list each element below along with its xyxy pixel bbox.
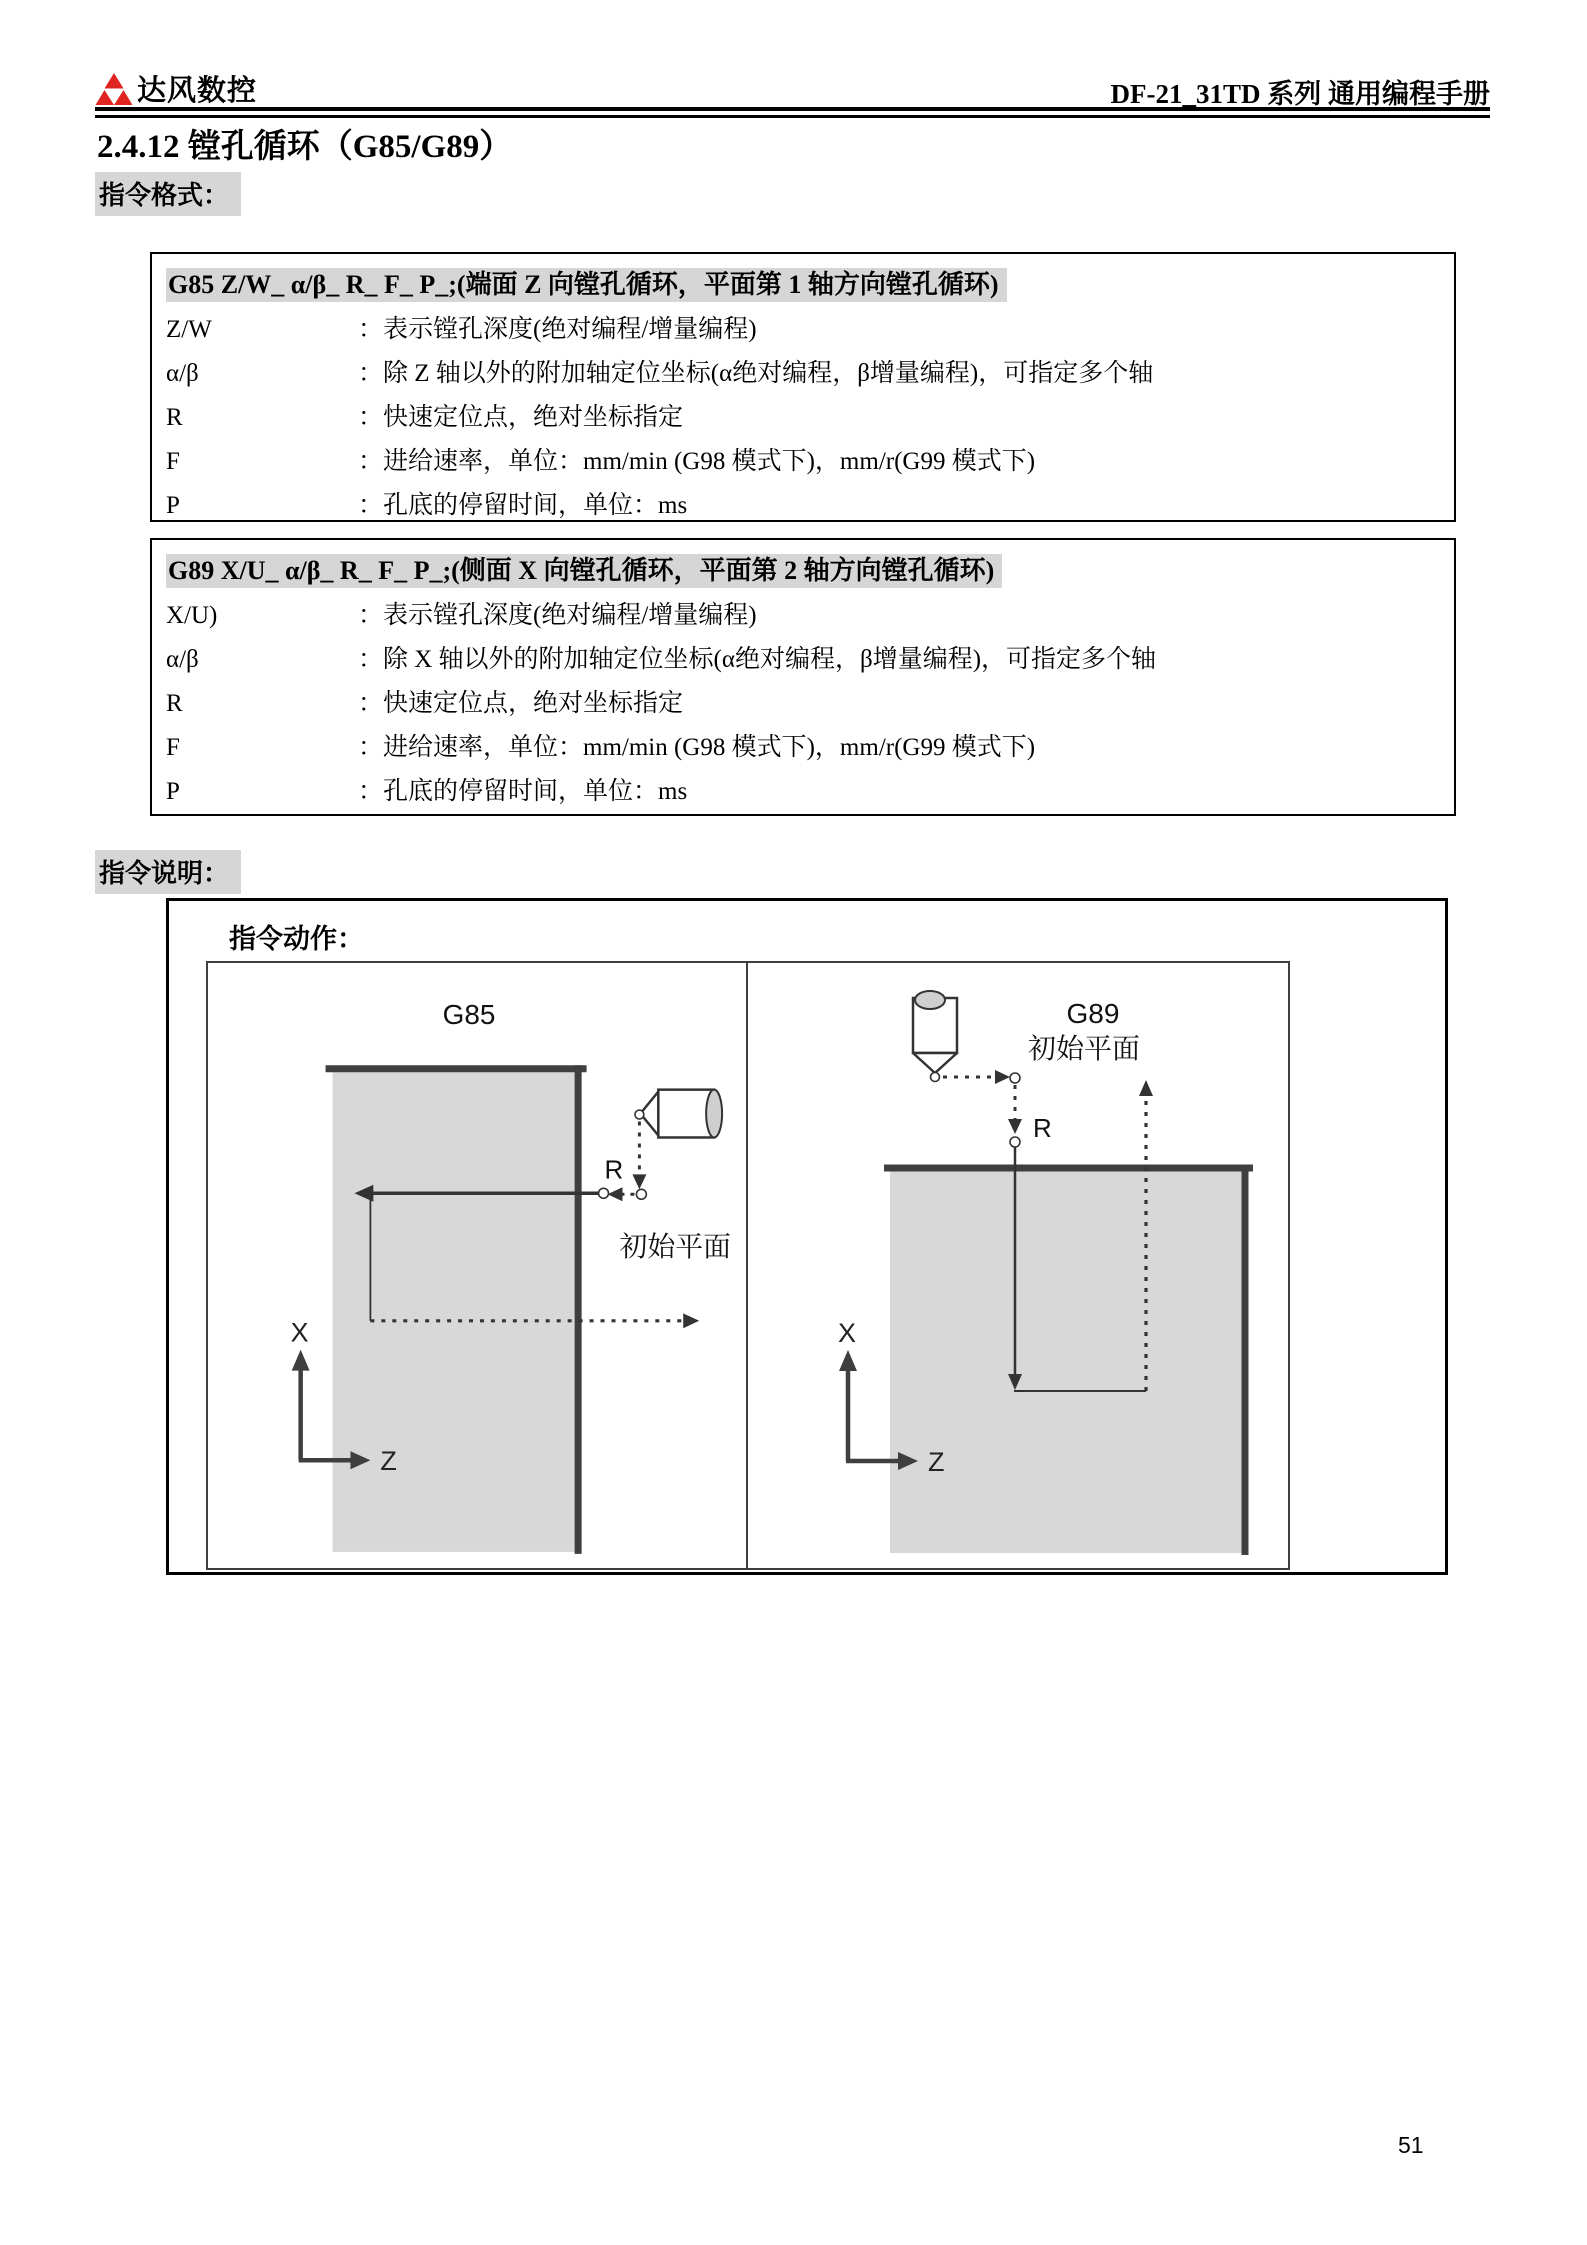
desc-cell: ：孔底的停留时间，单位：ms bbox=[358, 778, 688, 805]
desc-cell: ：快速定位点，绝对坐标指定 bbox=[358, 404, 684, 431]
g89-workpiece bbox=[884, 1165, 1253, 1556]
g89-z-axis-label: Z bbox=[928, 1447, 945, 1477]
table-header-text: G85 Z/W_ α/β_ R_ F_ P_;(端面 Z 向镗孔循环，平面第 1 轴方向镗孔循环) bbox=[166, 268, 1007, 302]
desc-cell: ：表示镗孔深度(绝对编程/增量编程) bbox=[358, 316, 757, 343]
g85-x-axis-label: X bbox=[290, 1317, 309, 1348]
table-header bbox=[166, 262, 1454, 308]
g85-format-table bbox=[150, 252, 1456, 522]
g89-r-label: R bbox=[1033, 1113, 1052, 1143]
param-cell: R bbox=[166, 690, 183, 717]
table-row bbox=[166, 440, 1454, 484]
g89-initial-plane-label: 初始平面 bbox=[1028, 1034, 1141, 1065]
brand-name: 达风数控 bbox=[137, 75, 258, 107]
table-header bbox=[166, 548, 1454, 594]
explanation-box bbox=[166, 898, 1448, 1575]
table-row bbox=[166, 726, 1454, 770]
g89-panel bbox=[748, 963, 1288, 1568]
desc-cell: ：快速定位点，绝对坐标指定 bbox=[358, 690, 684, 717]
desc-cell: ：孔底的停留时间，单位：ms bbox=[358, 492, 688, 519]
table-row bbox=[166, 594, 1454, 638]
desc-cell: ：除 Z 轴以外的附加轴定位坐标(α绝对编程，β增量编程)，可指定多个轴 bbox=[358, 360, 1154, 387]
page-number: 51 bbox=[1398, 2132, 1424, 2158]
table-row bbox=[166, 682, 1454, 726]
g85-z-axis-label: Z bbox=[380, 1446, 397, 1477]
param-cell: F bbox=[166, 734, 180, 761]
desc-cell: ：除 X 轴以外的附加轴定位坐标(α绝对编程，β增量编程)，可指定多个轴 bbox=[358, 646, 1157, 673]
g89-rapid-path bbox=[943, 1070, 1022, 1147]
table-row bbox=[166, 770, 1454, 814]
header-divider bbox=[95, 107, 1490, 118]
param-cell: α/β bbox=[166, 646, 199, 673]
table-row bbox=[166, 638, 1454, 682]
diagram-container bbox=[206, 961, 1290, 1570]
param-cell: F bbox=[166, 448, 180, 475]
table-row bbox=[166, 396, 1454, 440]
desc-cell: ：进给速率，单位：mm/min (G98 模式下)，mm/r(G99 模式下) bbox=[358, 734, 1036, 761]
section-title: 2.4.12 镗孔循环（G85/G89） bbox=[97, 129, 513, 165]
g89-x-axis-label: X bbox=[838, 1318, 857, 1348]
g89-boring-tool-icon bbox=[913, 991, 957, 1082]
param-cell: P bbox=[166, 778, 180, 805]
brand-logo bbox=[95, 68, 257, 109]
desc-cell: ：表示镗孔深度(绝对编程/增量编程) bbox=[358, 602, 757, 629]
table-row bbox=[166, 352, 1454, 396]
table-row bbox=[166, 484, 1454, 528]
g85-diagram bbox=[208, 963, 746, 1568]
g85-workpiece bbox=[326, 1065, 587, 1554]
table-row bbox=[166, 308, 1454, 352]
description-label: 指令说明： bbox=[95, 850, 241, 894]
g85-r-label: R bbox=[604, 1156, 624, 1185]
desc-cell: ：进给速率，单位：mm/min (G98 模式下)，mm/r(G99 模式下) bbox=[358, 448, 1036, 475]
manual-title: DF-21_31TD 系列 通用编程手册 bbox=[1110, 79, 1490, 109]
g85-panel bbox=[208, 963, 748, 1568]
param-cell: α/β bbox=[166, 360, 199, 387]
g85-title: G85 bbox=[442, 998, 496, 1030]
format-label: 指令格式： bbox=[95, 172, 241, 216]
table-header-text: G89 X/U_ α/β_ R_ F_ P_;(侧面 X 向镗孔循环，平面第 2 轴方向镗孔循环) bbox=[166, 554, 1002, 588]
param-cell: P bbox=[166, 492, 180, 519]
brand-triangle-icon bbox=[95, 72, 133, 106]
g89-format-table bbox=[150, 538, 1456, 816]
g85-boring-tool-icon bbox=[635, 1090, 722, 1138]
param-cell: Z/W bbox=[166, 316, 212, 343]
g89-title: G89 bbox=[1066, 998, 1120, 1029]
action-label: 指令动作： bbox=[229, 924, 364, 954]
param-cell: X/U) bbox=[166, 602, 218, 629]
param-cell: R bbox=[166, 404, 183, 431]
g85-initial-plane-label: 初始平面 bbox=[619, 1232, 731, 1264]
g89-diagram bbox=[748, 963, 1288, 1568]
